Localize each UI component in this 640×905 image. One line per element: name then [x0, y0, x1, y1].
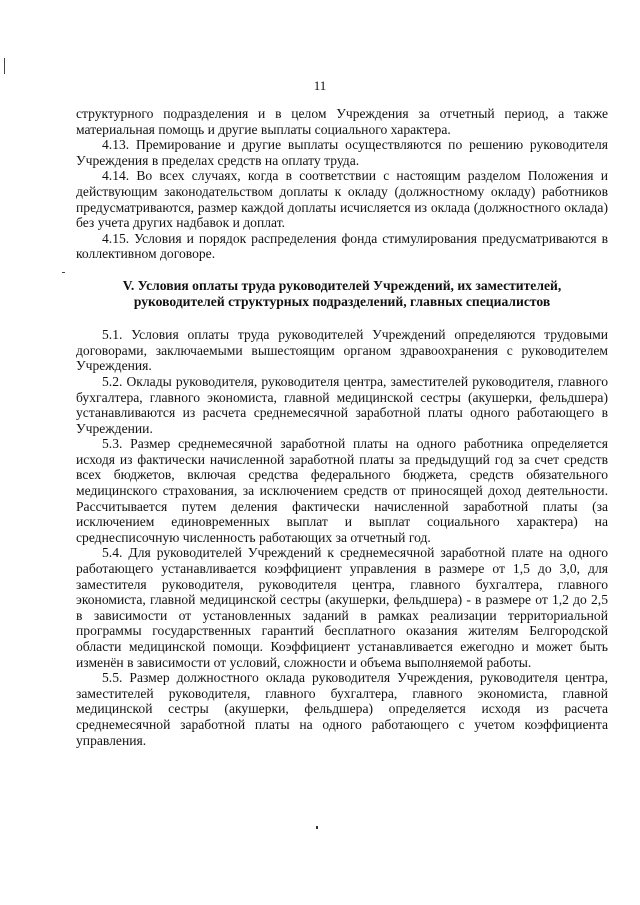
scan-mark [62, 272, 65, 273]
section-heading-line: V. Условия оплаты труда руководителей Учреждений, их заместителей, [122, 277, 562, 293]
section-heading [76, 278, 608, 309]
paragraph: 5.5. Размер должностного оклада руководителя Учреждения, руководителя центра, заместителей руководителя, главного бухгалтера, главного экономиста, главной медицинской сестры (акушерки, фельдшера) определяется исходя из расчета среднемесячной заработной платы на одного работающего с учетом коэффициента управления. [76, 670, 608, 748]
paragraph: структурного подразделения и в целом Учреждения за отчетный период, а также материальная помощь и другие выплаты социального характера. [76, 106, 608, 137]
paragraph: 5.1. Условия оплаты труда руководителей Учреждений определяются трудовыми договорами, заключаемыми вышестоящим органом здравоохранения с руководителем Учреждения. [76, 327, 608, 374]
paragraph: 5.2. Оклады руководителя, руководителя центра, заместителей руководителя, главного бухгалтера, главного экономиста, главной медицинской сестры (акушерки, фельдшера) устанавливаются из расчета среднемесячной заработной платы одного работающего в Учреждении. [76, 373, 608, 436]
paragraph: 4.15. Условия и порядок распределения фонда стимулирования предусматриваются в коллективном договоре. [76, 230, 608, 262]
document-body [76, 106, 608, 748]
page-number: 11 [313, 78, 327, 93]
paragraph: 5.4. Для руководителей Учреждений к среднемесячной заработной плате на одного работающего устанавливается коэффициент управления в размере от 1,5 до 3,0, для заместителя руководителя, руководителя центра, главного бухгалтера, главного экономиста, главной медицинской сестры (акушерки, фельдшера) - в размере от 1,2 до 2,5 в зависимости от установленных заданий в рамках реализации территориальной программы государственных гарантий бесплатного оказания жителям Белгородской области медицинской помощи. Коэффициент устанавливается ежегодно и может быть изменён в зависимости от условий, сложности и объема выполняемой работы. [76, 545, 608, 670]
paragraph: 4.14. Во всех случаях, когда в соответствии с настоящим разделом Положения и действующим законодательством доплаты к окладу (должностному окладу) работников предусматриваются, размер каждой доплаты исчисляется из оклада (должностного оклада) без учета других надбавок и доплат. [76, 168, 608, 231]
paragraph: 5.3. Размер среднемесячной заработной платы на одного работника определяется исходя из фактически начисленной заработной платы за предыдущий год за счет средств всех бюджетов, включая средства федерального бюджета, средств обязательного медицинского страхования, за исключением средств от приносящей доход деятельности. Рассчитывается путем деления фактически начисленной заработной платы (за исключением единовременных выплат и выплат социального характера) на среднесписочную численность работающих за отчетный год. [76, 436, 608, 545]
scan-mark [4, 58, 5, 74]
scan-mark [316, 826, 318, 829]
section-heading-line: руководителей структурных подразделений, главных специалистов [133, 293, 551, 309]
paragraph: 4.13. Премирование и другие выплаты осуществляются по решению руководителя Учреждения в пределах средств на оплату труда. [76, 137, 608, 168]
